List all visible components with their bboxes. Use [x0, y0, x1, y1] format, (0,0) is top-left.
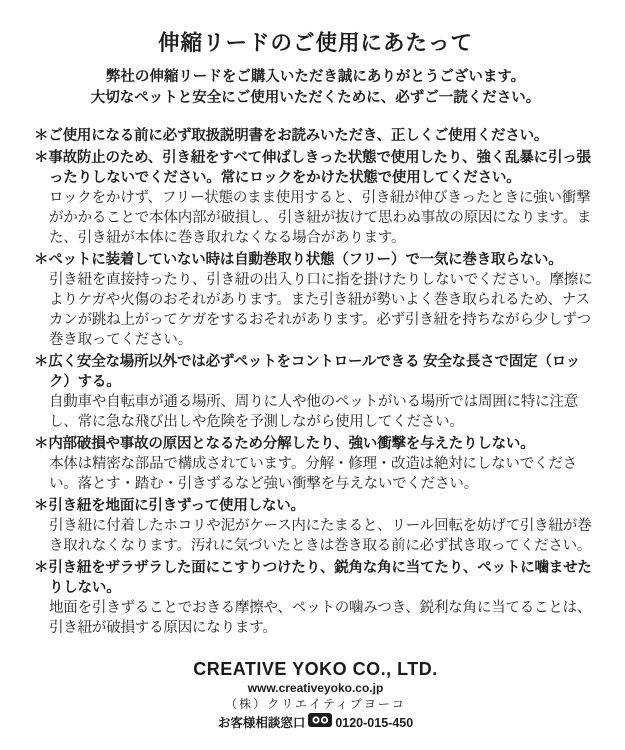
notice-item: [34, 250, 597, 350]
notice-heading: [34, 148, 597, 188]
notice-heading: [34, 434, 597, 454]
notice-list: [34, 126, 597, 638]
notice-item: [34, 352, 597, 432]
intro-text: [34, 67, 597, 109]
asterisk-marker: ＊: [34, 560, 49, 576]
contact-label: お客様相談窓口: [217, 715, 306, 730]
notice-detail: 地面を引きずることでおきる摩擦や、ペットの噛みつき、鋭利な角に当てることは、引き紐が破損する原因になります。: [49, 600, 592, 636]
page-title: 伸縮リードのご使用にあたって: [157, 31, 473, 55]
intro-line-2: 大切なペットと安全にご使用いただくために、必ずご一読ください。: [90, 90, 541, 106]
notice-detail: 本体は精密な部品で構成されています。分解・修理・改造は絶対にしないでください。落とす・踏む・引きずるなど強い衝撃を与えないでください。: [49, 456, 577, 492]
asterisk-marker: ＊: [34, 498, 49, 514]
contact-line: [34, 713, 597, 732]
notice-heading-text: ペットに装着していない時は自動巻取り状態（フリー）で一気に巻き取らない。: [48, 252, 563, 268]
notice-heading: [34, 558, 597, 598]
asterisk-marker: ＊: [34, 436, 49, 452]
notice-heading: [34, 126, 597, 146]
notice-heading-text: 事故防止のため、引き紐をすべて伸ばしきった状態で使用したり、強く乱暴に引っ張ったりしないでください。常にロックをかけた状態で使用してください。: [48, 150, 591, 186]
notice-detail: ロックをかけず、フリー状態のまま使用すると、引き紐が伸びきったときに強い衝撃がかかることで本体内部が破損し、引き紐が抜けて思わぬ事故の原因になります。また、引き紐が本体に巻き取れなくなる場合があります。: [49, 190, 592, 246]
company-name-jp: （株）クリエイティブヨーコ: [225, 697, 406, 711]
notice-item: [34, 126, 597, 146]
notice-detail: 自動車や自転車が通る場所、周りに人や他のペットがいる場所では周囲に特に注意し、常に急な飛び出しや危険を予測しながら使用してください。: [49, 394, 579, 430]
notice-detail: 引き紐を直接持ったり、引き紐の出入り口に指を掛けたりしないでください。摩擦によりケガや火傷のおそれがあります。また引き紐が勢いよく巻き取られるため、ナスカンが跳ね上がってケガをするおそれがあります。必ず引き紐を持ちながら少しずつ巻き取ってください。: [49, 272, 593, 348]
phone-number: 0120-015-450: [335, 715, 414, 730]
notice-item: [34, 558, 597, 638]
notice-heading: [34, 496, 597, 516]
company-name-en: CREATIVE YOKO CO., LTD.: [193, 659, 438, 679]
asterisk-marker: ＊: [34, 252, 49, 268]
asterisk-marker: ＊: [34, 354, 49, 370]
notice-heading-text: 引き紐をザラザラした面にこすりつけたり、鋭角な角に当てたり、ペットに噛ませたりしない。: [48, 560, 592, 596]
notice-detail: 引き紐に付着したホコリや泥がケース内にたまると、リール回転を妨げて引き紐が巻き取れなくなります。汚れに気づいたときは巻き取る前に必ず拭き取ってください。: [49, 518, 592, 554]
asterisk-marker: ＊: [34, 128, 49, 144]
footer: [34, 658, 597, 732]
notice-heading-text: 内部破損や事故の原因となるため分解したり、強い衝撃を与えたりしない。: [48, 436, 535, 452]
company-website: www.creativeyoko.co.jp: [247, 681, 384, 695]
notice-item: [34, 148, 597, 248]
notice-heading-text: 引き紐を地面に引きずって使用しない。: [48, 498, 305, 514]
asterisk-marker: ＊: [34, 150, 49, 166]
notice-heading: [34, 352, 597, 392]
intro-line-1: 弊社の伸縮リードをご購入いただき誠にありがとうございます。: [105, 69, 526, 85]
notice-heading-text: ご使用になる前に必ず取扱説明書をお読みいただき、正しくご使用ください。: [48, 128, 549, 144]
notice-heading: [34, 250, 597, 270]
freedial-icon: [308, 713, 332, 732]
notice-item: [34, 434, 597, 494]
notice-item: [34, 496, 597, 556]
notice-heading-text: 広く安全な場所以外では必ずペットをコントロールできる 安全な長さで固定（ロック）する。: [48, 354, 581, 390]
